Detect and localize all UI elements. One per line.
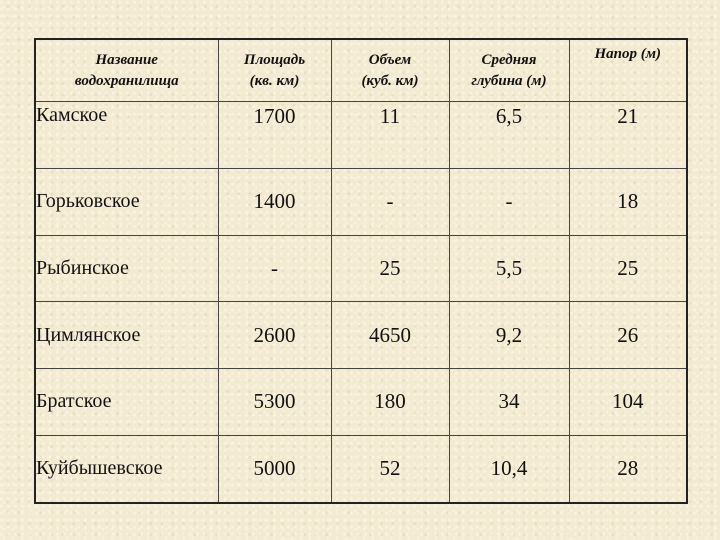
head-value: 104 xyxy=(569,368,687,435)
head-value: 28 xyxy=(569,435,687,503)
depth-value: 10,4 xyxy=(449,435,569,503)
area-value: 1700 xyxy=(218,102,331,169)
depth-value: 34 xyxy=(449,368,569,435)
volume-value: 52 xyxy=(331,435,449,503)
reservoir-name: Рыбинское xyxy=(35,235,218,302)
volume-value: - xyxy=(331,169,449,236)
area-value: 5300 xyxy=(218,368,331,435)
header-row xyxy=(35,39,687,102)
table-row xyxy=(35,368,687,435)
area-value: - xyxy=(218,235,331,302)
reservoir-name: Цимлянское xyxy=(35,302,218,369)
reservoir-name: Братское xyxy=(35,368,218,435)
area-value: 5000 xyxy=(218,435,331,503)
table-row xyxy=(35,435,687,503)
area-value: 2600 xyxy=(218,302,331,369)
volume-value: 4650 xyxy=(331,302,449,369)
header-area: Площадь (кв. км) xyxy=(218,39,331,102)
table-row xyxy=(35,235,687,302)
depth-value: 5,5 xyxy=(449,235,569,302)
table-row xyxy=(35,302,687,369)
head-value: 25 xyxy=(569,235,687,302)
head-value: 18 xyxy=(569,169,687,236)
reservoir-name: Горьковское xyxy=(35,169,218,236)
reservoir-name: Камское xyxy=(35,102,218,169)
depth-value: 6,5 xyxy=(449,102,569,169)
header-volume: Объем (куб. км) xyxy=(331,39,449,102)
volume-value: 11 xyxy=(331,102,449,169)
reservoir-table xyxy=(34,38,688,504)
volume-value: 25 xyxy=(331,235,449,302)
reservoir-name: Куйбышевское xyxy=(35,435,218,503)
header-name: Название водохранилища xyxy=(35,39,218,102)
header-head: Напор (м) xyxy=(569,39,687,102)
depth-value: - xyxy=(449,169,569,236)
header-depth: Средняя глубина (м) xyxy=(449,39,569,102)
head-value: 21 xyxy=(569,102,687,169)
volume-value: 180 xyxy=(331,368,449,435)
depth-value: 9,2 xyxy=(449,302,569,369)
table-row xyxy=(35,102,687,169)
area-value: 1400 xyxy=(218,169,331,236)
table-row xyxy=(35,169,687,236)
head-value: 26 xyxy=(569,302,687,369)
